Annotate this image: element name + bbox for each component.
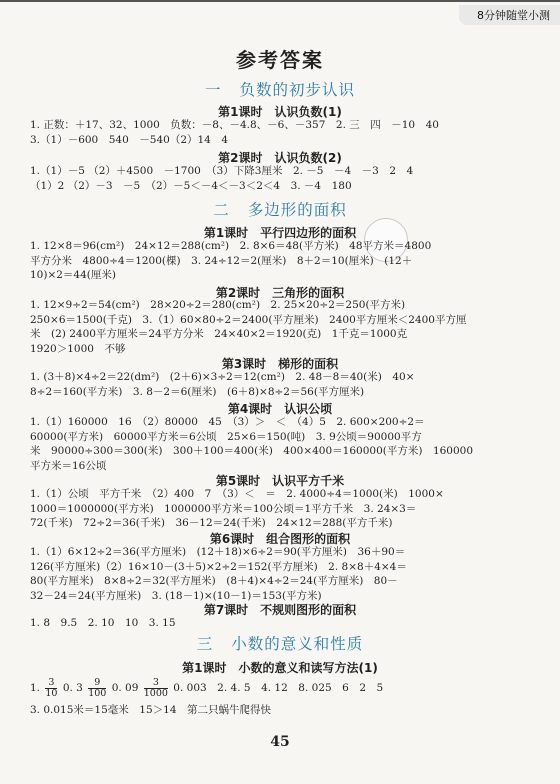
answer-line: [30, 676, 530, 702]
unit-title-2: [0, 198, 560, 220]
unit-title-3: [0, 632, 560, 654]
answer-line: 米 (2) 2400平方厘米＝24平方分米 24×40×2＝1920(克) 1千克＝1000克: [30, 328, 408, 340]
fraction-numerator: 3: [152, 676, 159, 688]
answer-block: [30, 298, 530, 356]
lesson-number: 第1课时: [182, 661, 227, 675]
page-title: 参考答案: [236, 48, 324, 72]
unit-name: 多边形的面积: [247, 201, 347, 219]
lesson-number: 第2课时: [215, 286, 261, 300]
lesson-number: 第3课时: [221, 357, 267, 371]
lesson-name: 认识负数(1): [274, 105, 342, 119]
answer-line: 32－24＝24(平方厘米) 3. (18－1)×(10－1)＝153(平方米): [30, 589, 322, 602]
answer-text: 0. 3: [62, 682, 83, 694]
answer-line: 1920＞1000 不够: [30, 342, 126, 355]
lesson-number: 第7课时: [203, 603, 249, 617]
answer-line: 10)×2＝44(厘米): [30, 269, 116, 281]
lesson-name: 组合图形的面积: [266, 532, 351, 546]
answer-line: 1.（1）－5 （2）＋4500 －1700 （3）下降3厘米 2. －5 －4 －3 2 4: [30, 165, 414, 177]
answer-line: 126(平方厘米)（2）16×10－(3＋5)×2÷2＝152(平方厘米) 2. 8×8＋4×4＝: [30, 560, 407, 573]
lesson-name: 认识平方千米: [272, 474, 345, 488]
top-rule: [0, 0, 560, 2]
fraction-numerator: 9: [94, 676, 101, 688]
fraction: [45, 678, 57, 699]
answer-line: 1. 正数：＋17、32、1000 负数：－8、－4.8、－6、－357 2. 三 四 －10 40: [30, 119, 439, 131]
answer-line: 1. 8 9.5 2. 10 10 3. 15: [30, 617, 176, 629]
answer-line: 72(千米) 72÷2＝36(千米) 36－12＝24(千米) 24×12＝288(平方千米): [30, 517, 393, 529]
answer-block: [30, 239, 530, 283]
answer-block: [30, 370, 530, 399]
answer-block: [30, 487, 530, 531]
lesson-name: 不规则图形的面积: [260, 603, 357, 617]
unit-title-1: [0, 78, 560, 100]
answer-line: 1.（1）公顷 平方千米 （2）400 7 （3）＜ ＝ 2. 4000÷4＝1000(米) 1000×: [30, 488, 444, 500]
answer-line: 1. (3＋8)×4÷2＝22(dm²) (2＋6)×3÷2＝12(cm²) 2. 48－8＝40(米) 40×: [30, 371, 415, 383]
lesson-name: 认识负数(2): [274, 151, 342, 165]
answer-block: [30, 616, 530, 631]
unit-number: 二: [213, 201, 230, 219]
lesson-name: 梯形的面积: [278, 357, 339, 371]
unit-number: 一: [204, 81, 222, 99]
lesson-name: 认识公顷: [284, 402, 333, 416]
answer-line: 米 90000÷300＝300(米) 300＋100＝400(米) 400×400＝160000(平方米) 160000: [30, 445, 474, 457]
answer-block: [30, 545, 530, 603]
answer-line: 平方分米 4800÷4＝1200(棵) 3. 24÷12＝2(厘米) 8＋2＝10(厘米) (12＋: [30, 254, 413, 267]
lesson-name: 平行四边形的面积: [260, 226, 357, 240]
answer-line: （1）2 （2）－3 －5 （2）－5＜－4＜－3＜2＜4 3. －4 180: [30, 179, 352, 192]
answer-line: 平方米＝16公顷: [30, 459, 107, 472]
answer-line: 1.（1）6×12÷2＝36(平方厘米) (12＋18)×6÷2＝90(平方厘米) 36＋90＝: [30, 546, 406, 558]
answer-text: 0. 09: [111, 682, 139, 694]
lesson-number: 第1课时: [203, 226, 249, 240]
lesson-number: 第2课时: [218, 151, 263, 165]
answer-block: [30, 676, 530, 717]
answer-line: 1. 12×9÷2＝54(cm²) 28×20÷2＝280(cm²) 2. 25×20÷2＝250(平方米): [30, 299, 406, 311]
answer-line: 250×6＝1500(千克) 3.（1）60×80÷2＝2400(平方厘米) 2400平方厘米＜2400平方厘: [30, 313, 467, 326]
fraction-denominator: 100: [88, 687, 107, 699]
lesson-number: 第6课时: [209, 532, 255, 546]
answer-line: 8÷2＝160(平方米) 3. 8－2＝6(厘米) (6＋8)×8÷2＝56(平方厘米): [30, 385, 365, 398]
lesson-name: 三角形的面积: [272, 286, 345, 300]
fraction-denominator: 10: [45, 687, 58, 699]
lesson-name: 小数的意义和读写方法(1): [238, 661, 378, 675]
lesson-number: 第5课时: [215, 474, 261, 488]
answer-block: [30, 118, 530, 147]
fraction-denominator: 1000: [143, 687, 168, 699]
lesson-number: 第1课时: [218, 105, 263, 119]
answer-block: [30, 164, 530, 193]
page-number: 45: [270, 734, 290, 750]
fraction-numerator: 3: [48, 676, 55, 688]
fraction: [88, 678, 106, 699]
fraction: [144, 678, 168, 699]
answer-line: 1.（1）160000 16 （2）80000 45 （3）＞ ＜ （4）5 2. 600×200÷2＝: [30, 416, 425, 428]
answer-line: 1000＝1000000(平方米) 1000000平方米＝100公顷＝1平方千米 3. 24×3＝: [30, 502, 417, 515]
answer-text: 0. 003 2. 4. 5 4. 12 8. 025 6 2 5: [173, 682, 384, 694]
answer-line: 60000(平方米) 60000平方米＝6公顷 25×6＝150(吨) 3. 9公顷＝90000平方: [30, 430, 422, 443]
unit-name: 小数的意义和性质: [231, 635, 364, 653]
unit-name: 负数的初步认识: [239, 81, 356, 99]
answer-text: 1.: [30, 682, 41, 694]
answer-block: [30, 415, 530, 473]
unit-number: 三: [196, 635, 214, 653]
lesson-number: 第4课时: [227, 402, 273, 416]
answer-line: 3.（1）－600 540 －540（2）14 4: [30, 133, 229, 146]
lesson-title: [0, 659, 560, 676]
series-label: 8分钟随堂小测: [459, 5, 560, 25]
answer-line: 1. 12×8＝96(cm²) 24×12＝288(cm²) 2. 8×6＝48(平方米) 48平方米＝4800: [30, 240, 432, 252]
answer-line: 3. 0.015米＝15毫米 15＞14 第二只蜗牛爬得快: [30, 704, 271, 716]
answer-line: 80(平方厘米) 8×8÷2＝32(平方厘米) (8＋4)×4÷2＝24(平方厘米) 80－: [30, 575, 398, 587]
